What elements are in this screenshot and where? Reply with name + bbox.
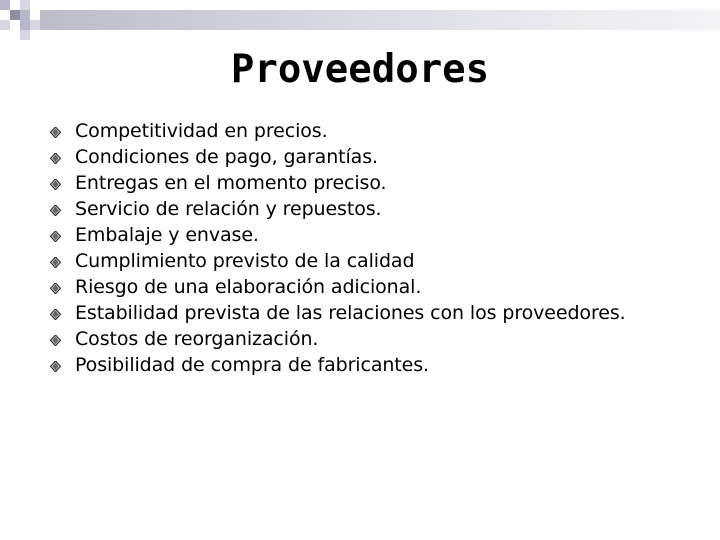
decor-square (20, 30, 30, 40)
diamond-bullet-icon (50, 361, 61, 372)
bullet-text: Competitividad en precios. (75, 120, 328, 142)
bullet-text: Posibilidad de compra de fabricantes. (75, 354, 429, 376)
decor-square (0, 0, 10, 10)
bullet-text: Costos de reorganización. (75, 328, 319, 350)
bullet-text: Condiciones de pago, garantías. (75, 146, 378, 168)
diamond-bullet-icon (50, 127, 61, 138)
slide-title: Proveedores (230, 47, 490, 92)
bullet-text: Estabilidad prevista de las relaciones con los proveedores. (75, 302, 626, 324)
bullet-text: Cumplimiento previsto de la calidad (75, 250, 415, 272)
decor-square (20, 20, 30, 30)
bullet-item (48, 276, 668, 298)
diamond-bullet-icon (50, 257, 61, 268)
decor-square (10, 20, 20, 30)
header-decoration (0, 0, 720, 46)
bullet-item (48, 250, 668, 272)
decor-square (20, 10, 30, 20)
bullet-list (48, 120, 668, 380)
bullet-item (48, 354, 668, 376)
decor-square (10, 30, 20, 40)
bullet-item (48, 302, 668, 324)
bullet-item (48, 120, 668, 142)
diamond-bullet-icon (50, 309, 61, 320)
diamond-bullet-icon (50, 283, 61, 294)
decor-square (10, 10, 20, 20)
bullet-text: Embalaje y envase. (75, 224, 259, 246)
bullet-item (48, 328, 668, 350)
decor-square (0, 10, 10, 20)
decor-square (0, 20, 10, 30)
decor-square (20, 0, 30, 10)
diamond-bullet-icon (50, 179, 61, 190)
diamond-bullet-icon (50, 335, 61, 346)
diamond-bullet-icon (50, 205, 61, 216)
diamond-bullet-icon (50, 231, 61, 242)
bullet-text: Servicio de relación y repuestos. (75, 198, 382, 220)
diamond-bullet-icon (50, 153, 61, 164)
bullet-item (48, 172, 668, 194)
header-bar (0, 10, 720, 30)
decor-square (30, 10, 40, 20)
decor-square (30, 20, 40, 30)
bullet-item (48, 146, 668, 168)
bullet-text: Entregas en el momento preciso. (75, 172, 387, 194)
bullet-text: Riesgo de una elaboración adicional. (75, 276, 422, 298)
decor-square (10, 0, 20, 10)
bullet-item (48, 198, 668, 220)
bullet-item (48, 224, 668, 246)
